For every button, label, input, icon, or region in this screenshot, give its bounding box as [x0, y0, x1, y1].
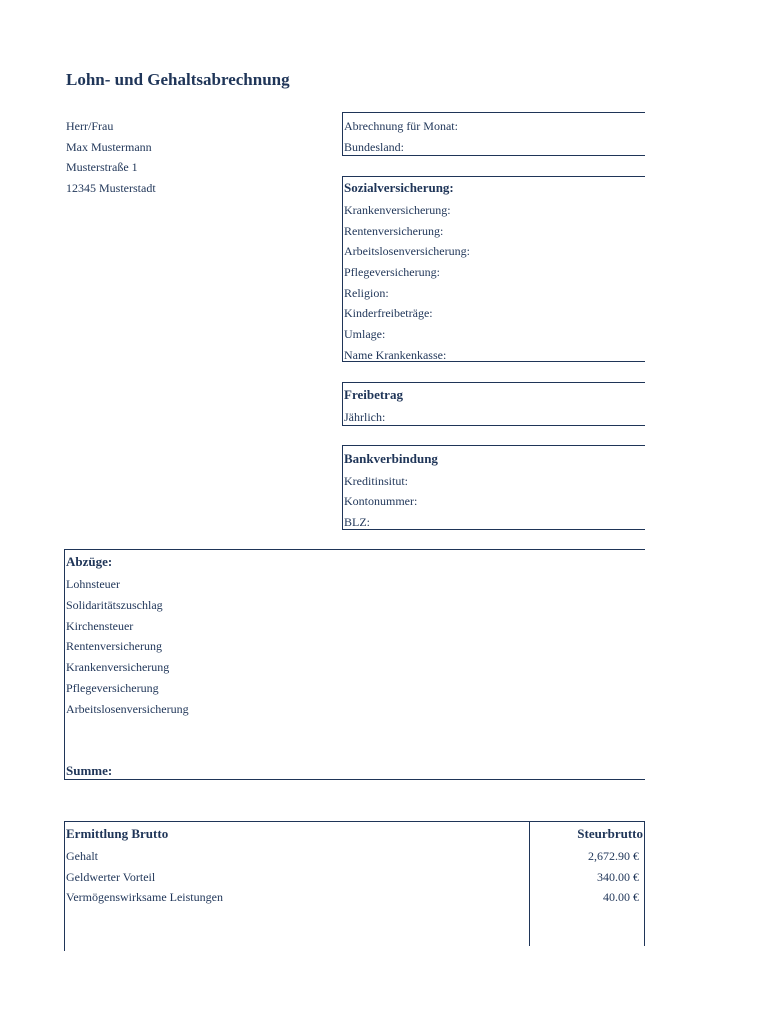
page-title: Lohn- und Gehaltsabrechnung	[66, 70, 290, 89]
gross-heading: Ermittlung Brutto	[66, 826, 169, 841]
deduction-item: Lohnsteuer	[66, 577, 120, 591]
gross-box	[64, 821, 645, 951]
social-item: Arbeitslosenversicherung:	[344, 244, 470, 258]
period-month-label: Abrechnung für Monat:	[344, 119, 458, 133]
period-state-label: Bundesland:	[344, 140, 404, 154]
period-box	[342, 112, 645, 156]
allowance-box	[342, 382, 645, 426]
social-item: Religion:	[344, 286, 389, 300]
deduction-item: Kirchensteuer	[66, 619, 134, 633]
address-street: Musterstraße 1	[66, 160, 138, 174]
social-insurance-box	[342, 176, 645, 362]
bank-item: Kreditinsitut:	[344, 474, 408, 488]
social-heading: Sozialversicherung:	[344, 180, 454, 195]
gross-row-value: 2,672.90 €	[588, 849, 639, 863]
social-item: Umlage:	[344, 327, 386, 341]
deductions-box	[64, 549, 645, 780]
deductions-sum-label: Summe:	[66, 763, 113, 778]
bank-box	[342, 445, 645, 530]
deductions-heading: Abzüge:	[66, 554, 113, 569]
bank-item: BLZ:	[344, 515, 370, 529]
deduction-item: Rentenversicherung	[66, 639, 162, 653]
gross-row-label: Gehalt	[66, 849, 98, 863]
gross-row-value: 340.00 €	[597, 870, 639, 884]
deduction-item: Solidaritätszuschlag	[66, 598, 163, 612]
gross-row-value: 40.00 €	[603, 890, 639, 904]
social-item: Pflegeversicherung:	[344, 265, 440, 279]
allowance-item: Jährlich:	[344, 410, 386, 424]
allowance-heading: Freibetrag	[344, 387, 403, 402]
social-item: Kinderfreibeträge:	[344, 306, 433, 320]
bank-heading: Bankverbindung	[344, 451, 438, 466]
social-item: Krankenversicherung:	[344, 203, 451, 217]
address-name: Max Mustermann	[66, 140, 152, 154]
gross-row-label: Geldwerter Vorteil	[66, 870, 156, 884]
right-border	[644, 821, 645, 946]
address-city: 12345 Musterstadt	[66, 181, 156, 195]
social-item: Rentenversicherung:	[344, 224, 444, 238]
deduction-item: Pflegeversicherung	[66, 681, 159, 695]
deduction-item: Krankenversicherung	[66, 660, 170, 674]
bank-item: Kontonummer:	[344, 494, 418, 508]
gross-column-header: Steurbrutto	[577, 826, 643, 841]
deduction-item: Arbeitslosenversicherung	[66, 702, 189, 716]
social-item: Name Krankenkasse:	[344, 348, 447, 362]
gross-row-label: Vermögenswirksame Leistungen	[66, 890, 223, 904]
address-salutation: Herr/Frau	[66, 119, 114, 133]
column-divider	[529, 821, 530, 946]
